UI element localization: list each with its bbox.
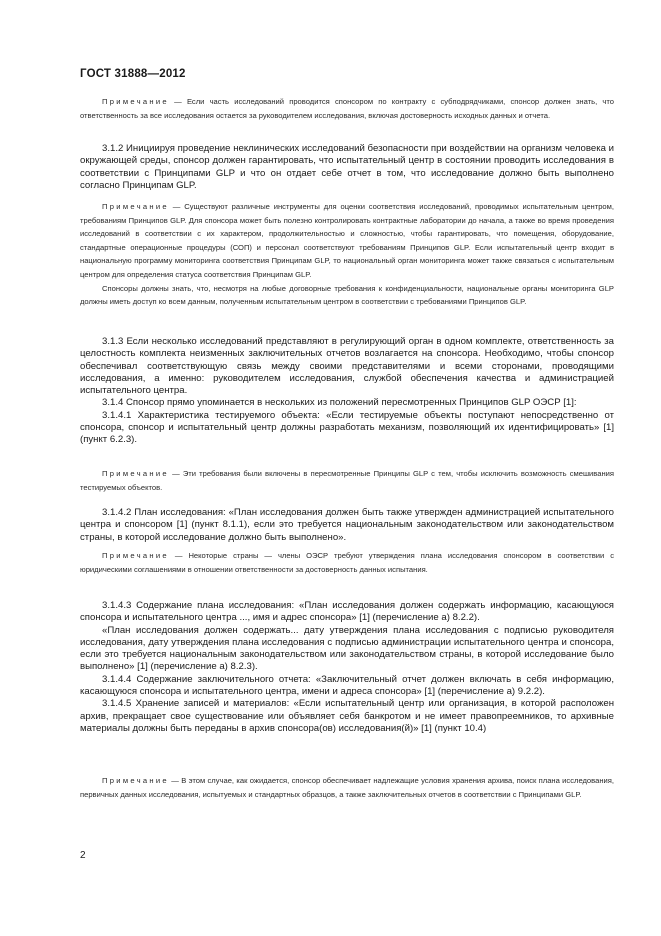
paragraph-text: 3.1.2 Инициируя проведение неклинических исследований безопасности при воздействии на организм человека и окружающей среды, спонсор должен гарантировать, что испытательный центр в состоянии проводить исследования в соответствии с Принципами GLP и что он отдает себе отчет в том, что исследование должно быть выполнено согласно Принципам GLP. (80, 143, 614, 191)
paragraph-text: 3.1.4.2 План исследования: «План исследования должен быть также утвержден администрацией испытательного центра и спонсором [1] (пункт 8.1.1), если это требуется национальным законодательством или законодательством страны, в которой исследование должно быть выполнено». (80, 507, 614, 543)
paragraph-text: 3.1.4 Спонсор прямо упоминается в нескольких из положений пересмотренных Принципов GLP ОЭСР [1]: (102, 397, 577, 409)
note-label: Примечание (102, 469, 169, 478)
body-block (80, 143, 614, 192)
note-paragraph (80, 200, 614, 282)
paragraph-text: 3.1.3 Если несколько исследований представляют в регулирующий орган в одном комплекте, ответственность за целостность комплекта неизменных заключительных отчетов возлагается на спонсора. Необходимо, чтобы спонсор обеспечивал соответствующую связь между своими представителями и всеми сторонами, проводящими исследования, а именно: руководителем исследования, службой обеспечения качества и администрацией испытательного центра. (80, 336, 614, 397)
paragraph-text: — Эти требования были включены в пересмотренные Принципы GLP с тем, чтобы исключить возможность смешивания тестируемых объектов. (80, 469, 614, 492)
note-block (80, 549, 614, 576)
paragraph (80, 410, 614, 447)
paragraph (80, 674, 614, 699)
note-paragraph (80, 549, 614, 576)
note-label: Примечание (102, 551, 169, 560)
paragraph (80, 507, 614, 544)
paragraph-text: 3.1.4.4 Содержание заключительного отчета: «Заключительный отчет должен включать в себя информацию, касающуюся спонсора и испытательного центра, имени и адреса спонсора» [1] (перечисление а) 9.2.2). (80, 673, 614, 698)
note-block (80, 467, 614, 494)
paragraph-text: — В этом случае, как ожидается, спонсор обеспечивает надлежащие условия хранения архива, поиск плана исследования, первичных данных исследования, испытуемых и стандартных образцов, а также заключительных отчетов в соответствии с Принципами GLP. (80, 776, 614, 799)
note-paragraph (80, 95, 614, 122)
paragraph (80, 397, 614, 409)
paragraph-text: Спонсоры должны знать, что, несмотря на любые договорные требования к конфиденциальности, национальные органы мониторинга GLP должны иметь доступ ко всем данным, полученным испытательным центром в соответствии с требованиями Принципов GLP. (80, 283, 614, 307)
body-block (80, 600, 614, 735)
paragraph (80, 336, 614, 397)
note-label: Примечание (102, 202, 169, 211)
paragraph (80, 625, 614, 674)
paragraph-text: 3.1.4.5 Хранение записей и материалов: «Если испытательный центр или организация, в которой расположен архив, прекращает свое существование или объявляет себя банкротом и не имеет правопреемников, то архивные материалы должны быть переданы в архив спонсора(ов) исследования(й)» [1] (пункт 10.4) (80, 698, 614, 734)
paragraph (80, 600, 614, 625)
page-number: 2 (80, 850, 86, 861)
paragraph-text: «План исследования должен содержать... дату утверждения плана исследования с подписью руководителя исследования, дату утверждения плана исследования с подписью администрации испытательного центра и спонсора, если это требуется национальным законодательством или законодательством страны, в которой исследование было выполнено» [1] (перечисление а) 8.2.3). (80, 624, 614, 673)
paragraph-text: 3.1.4.1 Характеристика тестируемого объекта: «Если тестируемые объекты поступают непосредственно от спонсора, спонсор и испытательный центр должны разработать механизм, позволяющий их идентифицировать» [1] (пункт 6.2.3). (80, 409, 614, 446)
paragraph-text: — Если часть исследований проводится спонсором по контракту с субподрядчиками, спонсор должен знать, что ответственность за все исследования остается за руководителем исследования, включая достоверность исходных данных и отчета. (80, 97, 614, 120)
paragraph-text: 3.1.4.3 Содержание плана исследования: «План исследования должен содержать информацию, касающуюся спонсора и испытательного центра ..., имя и адрес спонсора» [1] (перечисление а) 8.2.2). (80, 600, 614, 624)
paragraph (80, 698, 614, 735)
note-paragraph (80, 282, 614, 309)
paragraph (80, 143, 614, 192)
body-block (80, 336, 614, 447)
note-paragraph (80, 467, 614, 494)
body-block (80, 507, 614, 544)
note-label: Примечание (102, 776, 169, 785)
note-paragraph (80, 774, 614, 801)
document-header: ГОСТ 31888—2012 (80, 68, 186, 80)
note-label: Примечание (102, 97, 169, 106)
note-block (80, 774, 614, 801)
note-block (80, 200, 614, 309)
paragraph-text: — Существуют различные инструменты для оценки соответствия исследований, проводимых испытательным центром, требованиям Принципов GLP. Для спонсора может быть полезно контролировать контрактные лаборатории до начала, а также во время проведения исследований в соответствии с их характером, продолжительностью и сложностью, чтобы гарантировать, что помещения, оборудование, стандартные операционные процедуры (СОП) и персонал соответствуют требованиям Принципов GLP. Если испытательный центр входит в национальную программу мониторинга соответствия Принципам GLP, то национальный орган мониторинга может также связаться с испытательным центром для определения статуса соответствия Принципам GLP. (80, 202, 614, 279)
paragraph-text: — Некоторые страны — члены ОЭСР требуют утверждения плана исследования спонсором в соответствии с юридическими соглашениями в отношении ответственности за достоверность данных испытания. (80, 551, 614, 574)
note-block (80, 95, 614, 122)
